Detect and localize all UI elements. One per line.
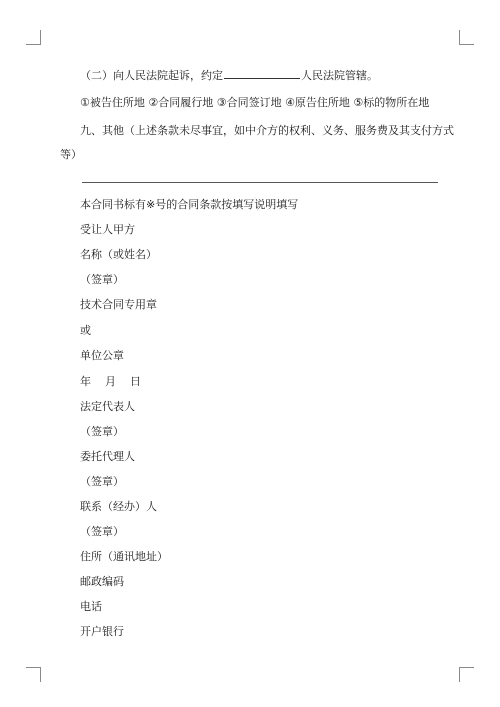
address-label: 住所（通讯地址） <box>80 550 168 563</box>
phone-label: 电话 <box>80 600 102 613</box>
seal-label: （签章） <box>80 525 124 538</box>
divider-line <box>82 182 438 183</box>
seal-label: （签章） <box>80 425 124 438</box>
clause-nine-line1: 九、其他（上述条款未尽事宜，如中介方的权利、义务、服务费及其支付方式 <box>80 124 454 137</box>
contact-label: 联系（经办）人 <box>80 500 157 513</box>
court-options: ①被告住所地 ②合同履行地 ③合同签订地 ④原告住所地 ⑤标的物所在地 <box>80 96 430 109</box>
court-clause-prefix: （二）向人民法院起诉，约定 <box>80 69 223 82</box>
seal-label: （签章） <box>80 273 124 286</box>
seal-label: （签章） <box>80 475 124 488</box>
postcode-label: 邮政编码 <box>80 575 124 588</box>
court-blank-field <box>224 68 300 79</box>
tech-contract-seal-label: 技术合同专用章 <box>80 298 157 311</box>
date-label: 年 月 日 <box>80 375 141 388</box>
crop-mark-bottom-right <box>459 667 474 682</box>
court-clause <box>80 68 378 83</box>
crop-mark-bottom-left <box>26 667 41 682</box>
clause-nine-line2: 等） <box>60 148 82 161</box>
agent-label: 委托代理人 <box>80 450 135 463</box>
legal-rep-label: 法定代表人 <box>80 400 135 413</box>
fill-note: 本合同书标有※号的合同条款按填写说明填写 <box>80 198 299 211</box>
unit-seal-label: 单位公章 <box>80 349 124 362</box>
name-label: 名称（或姓名） <box>80 248 157 261</box>
or-label: 或 <box>80 324 91 337</box>
crop-mark-top-right <box>459 30 474 45</box>
crop-mark-top-left <box>26 30 41 45</box>
party-label: 受让人甲方 <box>80 223 135 236</box>
court-clause-suffix: 人民法院管辖。 <box>301 69 378 82</box>
bank-label: 开户银行 <box>80 625 124 638</box>
